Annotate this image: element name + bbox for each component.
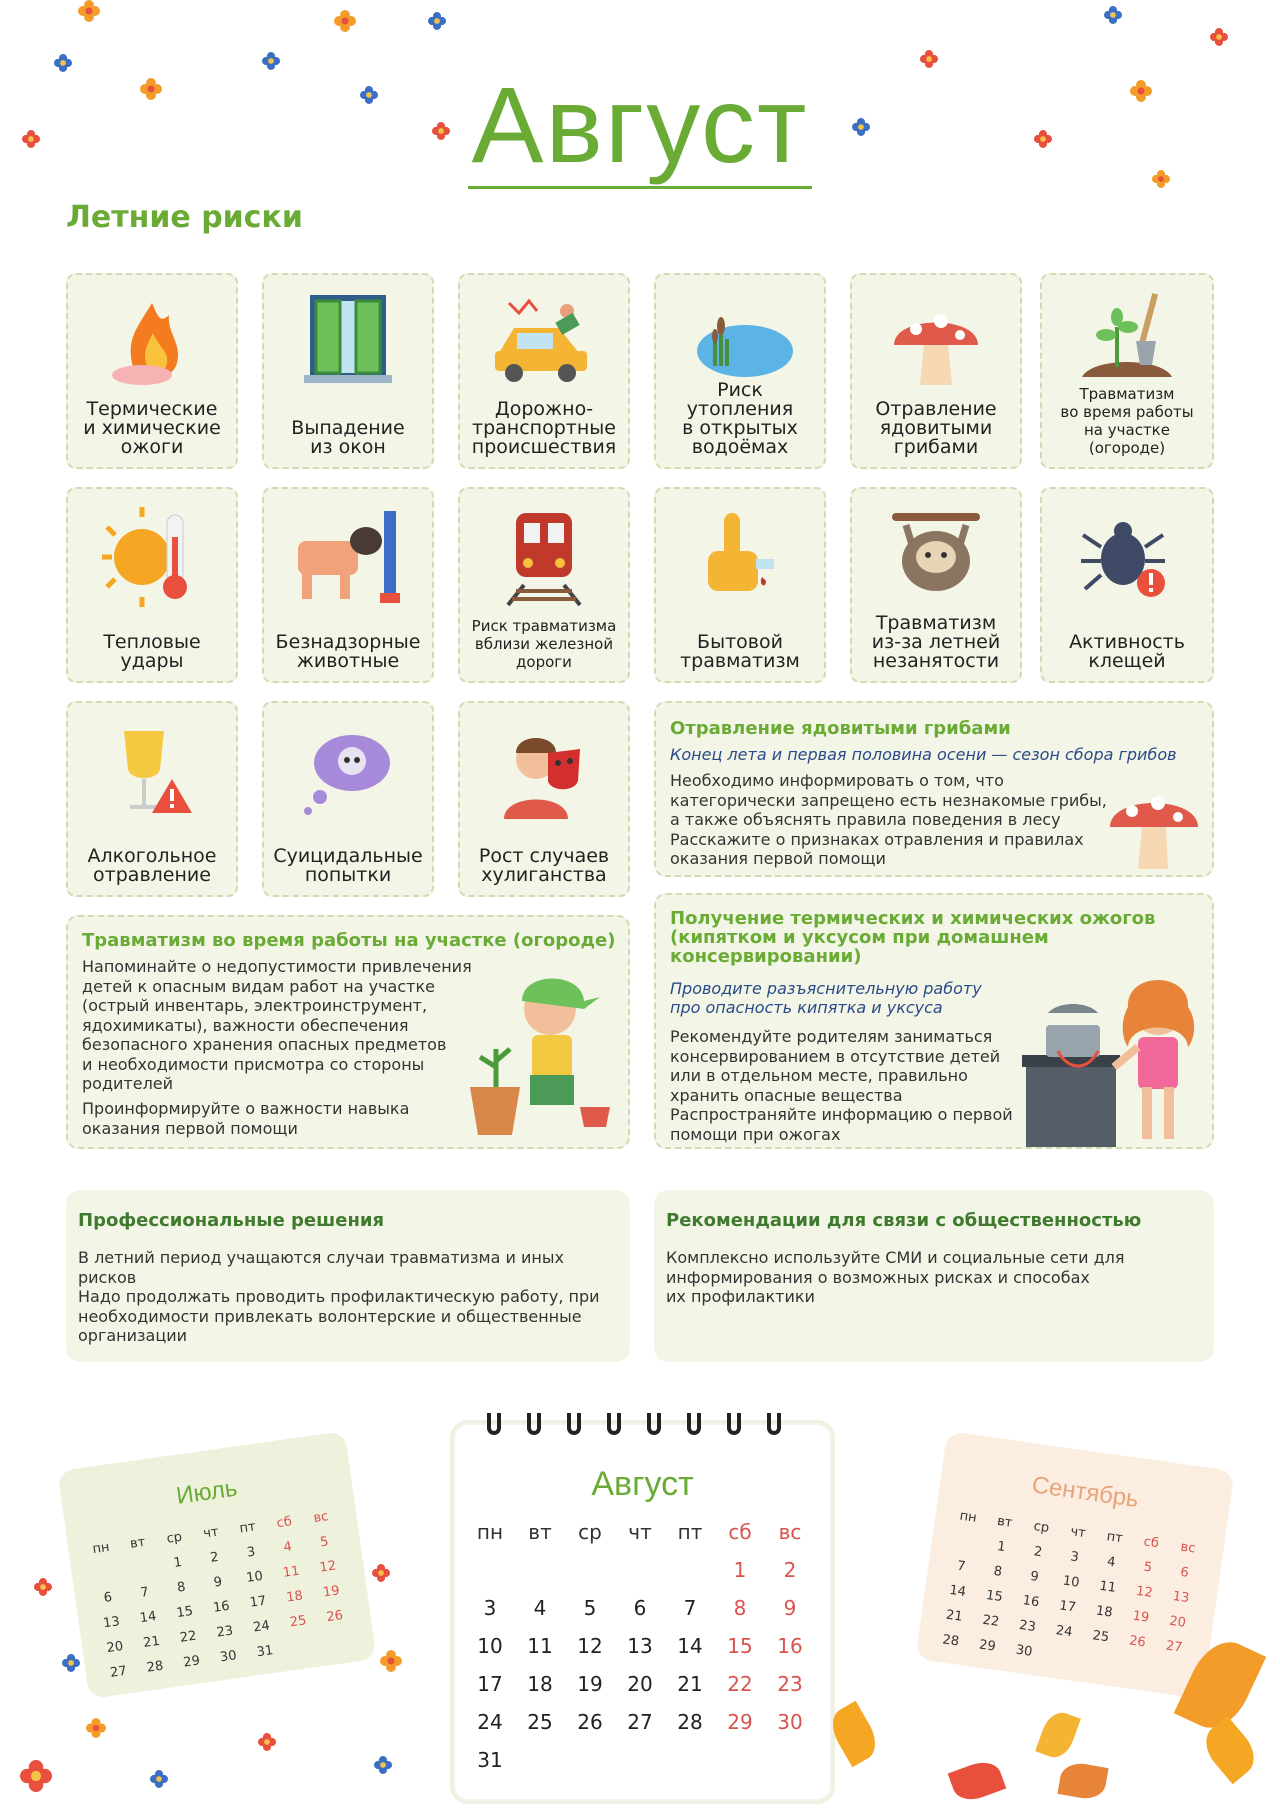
day-cell <box>515 1741 565 1779</box>
flower-icon <box>34 1578 52 1596</box>
day-cell: 30 <box>777 1710 803 1734</box>
car-accident-icon <box>489 293 599 393</box>
day-cell: 19 <box>322 1583 341 1601</box>
day-cell: 21 <box>142 1633 161 1651</box>
autumn-leaf <box>948 1756 1007 1805</box>
sloth-icon <box>886 505 986 605</box>
day-cell: 10 <box>245 1568 264 1586</box>
risk-card-ticks <box>1040 487 1214 683</box>
day-cell: 16 <box>1021 1593 1041 1611</box>
day-cell <box>665 1551 715 1589</box>
day-cell: 30 <box>219 1648 238 1666</box>
week-row <box>465 1627 815 1665</box>
stove-girl-icon <box>1018 951 1208 1147</box>
day-cell: 9 <box>212 1574 224 1591</box>
day-cell <box>765 1741 815 1779</box>
day-cell: 17 <box>477 1672 503 1696</box>
day-cell: 17 <box>248 1593 268 1611</box>
binder-ring <box>687 1413 701 1435</box>
day-cell: 4 <box>282 1539 293 1556</box>
page-header <box>466 64 814 189</box>
flower-icon <box>428 12 446 30</box>
weekday-label: пн <box>476 1520 504 1544</box>
day-cell: 4 <box>1106 1554 1117 1571</box>
fire-hand-icon <box>97 293 207 403</box>
day-cell: 7 <box>683 1596 697 1620</box>
day-cell: 9 <box>1029 1568 1040 1585</box>
day-cell: 8 <box>733 1596 747 1620</box>
day-cell <box>715 1741 765 1779</box>
day-cell: 19 <box>1131 1608 1151 1626</box>
risk-label: Риск утопления в открытых водоёмах <box>682 379 798 458</box>
risk-card-windows <box>262 273 434 469</box>
day-cell: 13 <box>627 1634 653 1658</box>
autumn-leaf <box>1035 1708 1081 1762</box>
day-cell: 12 <box>318 1558 338 1576</box>
risk-label: Безнадзорные животные <box>275 631 421 672</box>
week-row <box>465 1589 815 1627</box>
day-cell <box>1041 1641 1081 1671</box>
day-cell: 21 <box>677 1672 703 1696</box>
weekday-label: вс <box>312 1509 330 1527</box>
flower-icon <box>54 54 72 72</box>
day-cell: 13 <box>1171 1588 1191 1607</box>
day-cell: 22 <box>179 1628 198 1646</box>
wine-glass-warning-icon <box>102 725 202 825</box>
flower-icon <box>22 130 40 148</box>
calendar-july <box>57 1431 376 1699</box>
day-cell: 6 <box>633 1596 647 1620</box>
day-cell: 14 <box>948 1582 967 1601</box>
day-cell: 23 <box>777 1672 803 1696</box>
weekday-row <box>465 1513 815 1551</box>
pr-text: Комплексно используйте СМИ и социальные сети для информирования о возможных рисках и способах их профилактики <box>666 1248 1125 1306</box>
day-cell: 26 <box>577 1710 603 1734</box>
day-cell: 26 <box>1128 1633 1147 1651</box>
weekday-label: пт <box>238 1519 257 1537</box>
day-cell: 31 <box>255 1643 275 1661</box>
weekday-label: вт <box>528 1520 552 1544</box>
risk-card-traffic <box>458 273 630 469</box>
weekday-label: вс <box>1179 1539 1197 1557</box>
day-cell: 20 <box>1168 1613 1187 1631</box>
day-cell: 6 <box>102 1589 114 1606</box>
flower-icon <box>1034 130 1052 148</box>
day-cell: 23 <box>1018 1617 1037 1636</box>
day-cell: 5 <box>583 1596 597 1620</box>
risk-card-household <box>654 487 826 683</box>
risk-card-stray-animals <box>262 487 434 683</box>
day-cell: 25 <box>527 1710 553 1734</box>
day-cell: 14 <box>677 1634 703 1658</box>
flower-icon <box>262 52 280 70</box>
day-cell: 29 <box>727 1710 753 1734</box>
day-cell: 24 <box>252 1618 271 1636</box>
info-text: Необходимо информировать о том, что категорически запрещено есть незнакомые грибы, а также объяснять правила поведения в лесу Расскажите о признаках отравления и правилах оказания первой помощи <box>670 771 1107 868</box>
day-cell <box>565 1741 615 1779</box>
day-cell: 28 <box>145 1658 165 1676</box>
risk-label: Тепловые удары <box>103 631 201 672</box>
day-cell: 1 <box>733 1558 747 1582</box>
day-cell: 3 <box>245 1544 257 1561</box>
week-row <box>465 1741 815 1779</box>
flower-icon <box>372 1564 390 1582</box>
risk-card-hooliganism <box>458 701 630 897</box>
day-cell: 14 <box>138 1609 158 1627</box>
week-row <box>465 1551 815 1589</box>
binder-ring <box>607 1413 621 1435</box>
info-subtitle: Конец лета и первая половина осени — сезон сбора грибов <box>670 745 1177 764</box>
day-cell: 21 <box>944 1607 964 1625</box>
day-cell: 18 <box>285 1588 304 1606</box>
weekday-label: пт <box>677 1520 703 1544</box>
flower-icon <box>1152 170 1170 188</box>
mushroom-info-box <box>654 701 1214 877</box>
section-title: Летние риски <box>66 200 303 235</box>
day-cell: 10 <box>1061 1573 1081 1591</box>
risk-label: Выпадение из окон <box>291 417 405 458</box>
info-subtitle: Проводите разъяснительную работу про опасность кипятка и уксуса <box>670 979 982 1017</box>
weekday-label: пт <box>1105 1529 1124 1547</box>
day-cell: 2 <box>783 1558 797 1582</box>
day-cell: 6 <box>1179 1564 1190 1581</box>
flower-icon <box>78 0 100 22</box>
binder-ring <box>567 1413 581 1435</box>
risk-label: Отравление ядовитыми грибами <box>875 398 997 458</box>
risk-card-railway <box>458 487 630 683</box>
day-cell: 10 <box>477 1634 503 1658</box>
day-cell: 5 <box>1142 1559 1153 1576</box>
binder-ring <box>767 1413 781 1435</box>
flower-icon <box>86 1718 106 1738</box>
day-cell: 4 <box>533 1596 547 1620</box>
weekday-label: вт <box>129 1534 147 1552</box>
day-cell: 18 <box>1094 1603 1114 1621</box>
risk-card-suicide <box>262 701 434 897</box>
day-cell <box>318 1626 358 1656</box>
day-cell: 7 <box>956 1558 967 1575</box>
gardening-child-icon <box>460 957 620 1137</box>
day-cell: 26 <box>325 1608 345 1626</box>
flower-icon <box>150 1770 168 1788</box>
pr-recommendations-box <box>654 1190 1214 1362</box>
binder-ring <box>527 1413 541 1435</box>
binder-ring <box>727 1413 741 1435</box>
risk-label: Активность клещей <box>1069 631 1185 672</box>
risk-label: Алкогольное отравление <box>87 845 217 886</box>
day-cell <box>1077 1647 1117 1677</box>
day-cell: 15 <box>985 1587 1004 1606</box>
info-title: Отравление ядовитыми грибами <box>670 718 1011 739</box>
weekday-label: сб <box>275 1514 293 1532</box>
day-cell: 15 <box>175 1603 195 1622</box>
week-row <box>465 1703 815 1741</box>
day-cell: 28 <box>941 1632 960 1650</box>
binder-ring <box>487 1413 501 1435</box>
day-cell: 2 <box>209 1549 220 1566</box>
day-cell: 20 <box>627 1672 653 1696</box>
risk-label: Суицидальные попытки <box>273 845 423 886</box>
flower-icon <box>852 118 870 136</box>
day-cell <box>515 1551 565 1589</box>
day-cell: 28 <box>677 1710 703 1734</box>
garden-info-box <box>66 915 630 1149</box>
binder-ring <box>647 1413 661 1435</box>
day-cell: 11 <box>281 1563 301 1581</box>
day-cell: 23 <box>215 1623 235 1641</box>
sun-thermometer-icon <box>97 507 207 607</box>
day-cell: 16 <box>212 1598 231 1616</box>
flower-icon <box>360 86 378 104</box>
flower-icon <box>20 1760 52 1792</box>
day-cell: 12 <box>577 1634 603 1658</box>
day-cell: 2 <box>1032 1544 1044 1561</box>
calendar-grid <box>465 1513 815 1779</box>
day-cell: 22 <box>727 1672 753 1696</box>
risk-label: Травматизм из-за летней незанятости <box>871 612 1001 672</box>
day-cell: 18 <box>527 1672 553 1696</box>
weekday-label: сб <box>728 1520 752 1544</box>
risk-card-alcohol <box>66 701 238 897</box>
day-cell: 25 <box>1091 1628 1110 1646</box>
risk-card-garden <box>1040 273 1214 469</box>
day-cell <box>615 1741 665 1779</box>
day-cell: 24 <box>1054 1623 1074 1641</box>
flower-icon <box>62 1654 80 1672</box>
calendar-september <box>915 1431 1234 1699</box>
day-cell <box>665 1741 715 1779</box>
day-cell <box>615 1551 665 1589</box>
day-cell: 5 <box>319 1534 330 1551</box>
weekday-label: вс <box>778 1520 802 1544</box>
flower-icon <box>258 1733 276 1751</box>
day-cell: 19 <box>577 1672 603 1696</box>
page-title: Август <box>471 64 809 185</box>
day-cell: 3 <box>483 1596 497 1620</box>
flower-icon <box>920 50 938 68</box>
weekday-label: чт <box>628 1520 652 1544</box>
flower-icon <box>334 10 356 32</box>
day-cell: 27 <box>627 1710 653 1734</box>
day-cell: 1 <box>172 1554 183 1571</box>
day-cell <box>1151 1657 1191 1687</box>
calendar-month-name: Сентябрь <box>1030 1471 1141 1514</box>
calendar-month-name: Июль <box>174 1474 239 1510</box>
risk-card-burns <box>66 273 238 469</box>
day-cell: 7 <box>139 1584 150 1601</box>
day-cell: 31 <box>477 1748 503 1772</box>
tick-icon <box>1077 509 1177 609</box>
train-icon <box>494 507 594 607</box>
risk-label: Риск травматизма вблизи железной дороги <box>471 617 617 671</box>
day-cell <box>282 1632 322 1662</box>
flower-icon <box>432 122 450 140</box>
day-cell: 29 <box>978 1637 997 1655</box>
info-text: Напоминайте о недопустимости привлечения детей к опасным видам работ на участке (острый инвентарь, электроинструмент, ядохимикаты), важности обеспечения безопасного хранения опасных предметов и необходимости присмотра со стороны родителей <box>82 957 472 1093</box>
day-cell: 1 <box>996 1539 1007 1556</box>
professional-solutions-box <box>66 1190 630 1362</box>
title-underline <box>468 186 812 189</box>
calendar-month-name: Август <box>591 1465 694 1503</box>
day-cell: 22 <box>981 1612 1001 1630</box>
mushroom-icon <box>886 297 986 397</box>
day-cell: 20 <box>105 1638 125 1657</box>
day-cell: 11 <box>1098 1578 1117 1596</box>
info-text-secondary: Проинформируйте о важности навыка оказания первой помощи <box>82 1099 410 1138</box>
day-cell <box>565 1551 615 1589</box>
weekday-label: пн <box>958 1508 978 1526</box>
day-cell: 24 <box>477 1710 503 1734</box>
burns-info-box <box>654 893 1214 1149</box>
risk-label: Дорожно- транспортные происшествия <box>471 398 617 458</box>
weekday-label: чт <box>202 1524 220 1542</box>
mask-person-icon <box>494 723 594 823</box>
weekday-label: чт <box>1069 1524 1087 1542</box>
day-cell: 27 <box>1164 1638 1184 1656</box>
day-cell: 8 <box>992 1563 1003 1580</box>
risk-card-mushrooms <box>850 273 1022 469</box>
risk-card-heatstroke <box>66 487 238 683</box>
weekday-label: сб <box>1142 1534 1160 1552</box>
day-cell: 27 <box>109 1663 128 1681</box>
injured-finger-icon <box>690 507 790 607</box>
thought-cloud-skull-icon <box>298 723 398 823</box>
day-cell: 3 <box>1069 1549 1080 1566</box>
calendar-august <box>450 1420 835 1804</box>
plant-shovel-icon <box>1072 287 1182 387</box>
day-cell <box>465 1551 515 1589</box>
risk-card-idleness <box>850 487 1022 683</box>
day-cell: 15 <box>727 1634 753 1658</box>
flower-icon <box>140 78 162 100</box>
day-cell: 9 <box>783 1596 797 1620</box>
day-cell: 13 <box>102 1614 121 1632</box>
day-cell: 30 <box>1014 1642 1034 1660</box>
weekday-label: ср <box>578 1520 602 1544</box>
flower-icon <box>1210 28 1228 46</box>
weekday-label: ср <box>1032 1518 1051 1536</box>
info-title: Получение термических и химических ожогов (кипятком и уксусом при домашнем консервировании) <box>670 908 1156 967</box>
day-cell: 25 <box>288 1613 308 1631</box>
info-text: Рекомендуйте родителям заниматься консервированием в отсутствие детей или в отдельном месте, правильно хранить опасные вещества Распространяйте информацию о первой помощи при ожогах <box>670 1027 1013 1144</box>
pro-text: В летний период учащаются случаи травматизма и иных рисков Надо продолжать проводить профилактическую работу, при необходимости привлекать волонтерские и общественные организации <box>78 1248 600 1345</box>
weekday-label: ср <box>165 1529 184 1547</box>
calendar-grid <box>81 1503 358 1688</box>
pro-title: Профессиональные решения <box>78 1210 385 1231</box>
day-cell: 11 <box>527 1634 553 1658</box>
risk-card-drowning <box>654 273 826 469</box>
flower-icon <box>1130 80 1152 102</box>
calendar-grid <box>931 1502 1208 1687</box>
day-cell: 29 <box>182 1653 201 1671</box>
risk-label: Травматизм во время работы на участке (огороде) <box>1060 385 1194 457</box>
day-cell <box>1114 1652 1154 1682</box>
day-cell: 17 <box>1058 1598 1077 1616</box>
risk-label: Бытовой травматизм <box>680 631 800 672</box>
day-cell: 16 <box>777 1634 803 1658</box>
mushroom-icon <box>1104 783 1204 873</box>
day-cell: 8 <box>176 1579 187 1596</box>
info-title: Травматизм во время работы на участке (огороде) <box>82 930 616 951</box>
risk-label: Рост случаев хулиганства <box>478 845 610 886</box>
flower-icon <box>1104 6 1122 24</box>
dog-bite-icon <box>288 511 408 611</box>
autumn-leaf <box>1057 1760 1108 1801</box>
risk-label: Термические и химические ожоги <box>83 398 221 458</box>
flower-icon <box>374 1756 392 1774</box>
weekday-label: вт <box>996 1513 1014 1531</box>
flower-icon <box>380 1650 402 1672</box>
pr-title: Рекомендации для связи с общественностью <box>666 1210 1142 1231</box>
window-icon <box>298 289 398 389</box>
weekday-label: пн <box>91 1539 111 1558</box>
week-row <box>465 1665 815 1703</box>
day-cell: 12 <box>1135 1583 1154 1601</box>
